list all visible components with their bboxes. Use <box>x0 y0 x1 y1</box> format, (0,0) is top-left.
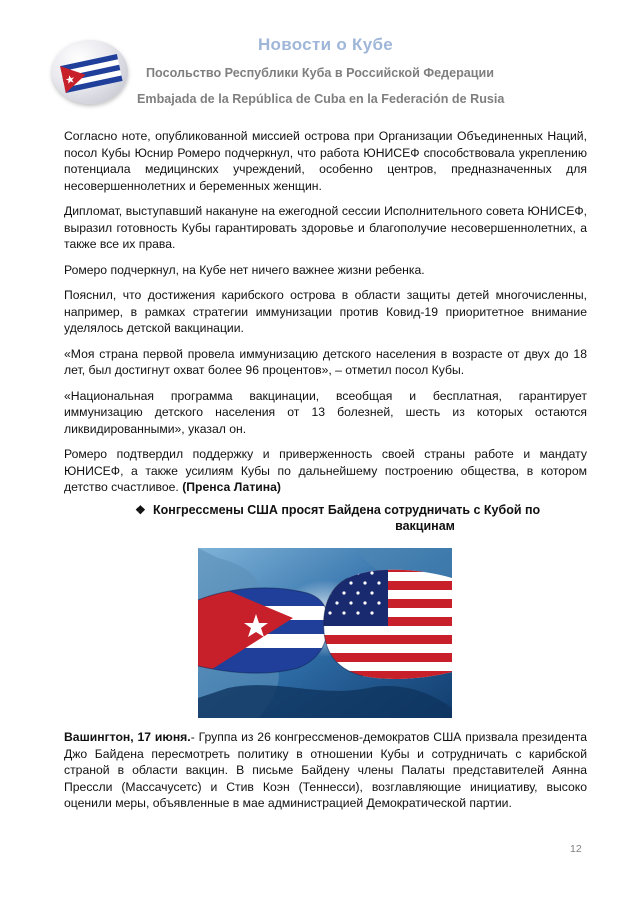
headline-line-2: вакцинам <box>395 519 455 533</box>
article-paragraph: Согласно ноте, опубликованной миссией острова при Организации Объединенных Наций, посол Кубы Юснир Ромеро подчеркнул, что работа ЮНИСЕФ способствовала укреплению потенциала медицинских учреждений, особенно центров, предназначенных для несовершеннолетних и беременных женщин. <box>64 129 587 193</box>
article-unicef <box>64 128 587 505</box>
article-last-paragraph <box>64 446 587 496</box>
article-paragraph: «Национальная программа вакцинации, всеобщая и бесплатная, гарантирует иммунизацию детского населения от 13 болезней, шесть из которых остаются ликвидированными», указал он. <box>64 388 587 436</box>
dateline: Вашингтон, 17 июня. <box>64 730 191 744</box>
page-number: 12 <box>570 843 582 855</box>
cuba-usa-fists-photo <box>198 548 452 718</box>
article-congress <box>64 729 587 812</box>
article-paragraph: Пояснил, что достижения карибского острова в области защиты детей многочисленны, например, в рамках стратегии иммунизации против Ковид-19 приоритетное внимание уделялось детской вакцинации. <box>64 288 587 335</box>
diamond-bullet-icon: ❖ <box>135 503 146 517</box>
article-body <box>64 729 587 812</box>
page-header <box>0 0 631 120</box>
news-source: (Пренса Латина) <box>182 480 281 494</box>
headline-line-1: Конгрессмены США просят Байдена сотрудничать с Кубой по <box>153 503 541 517</box>
article-paragraph: Ромеро подчеркнул, на Кубе нет ничего важнее жизни ребенка. <box>64 262 425 277</box>
embassy-name-russian: Посольство Республики Куба в Российской Федерации <box>146 66 494 80</box>
article-paragraph: Дипломат, выступавший накануне на ежегодной сессии Исполнительного совета ЮНИСЕФ, выразил готовность Кубы гарантировать здоровье и благополучие несовершеннолетних, а также все их права. <box>64 204 587 251</box>
article-paragraph: «Моя страна первой провела иммунизацию детского населения в возрасте от двух до 18 лет, был достигнут охват более 96 процентов», – отметил посол Кубы. <box>64 346 587 377</box>
embassy-name-spanish: Embajada de la República de Cuba en la Federación de Rusia <box>137 92 505 106</box>
article-body-text: - Группа из 26 конгрессменов-демократов США призвала президента Джо Байдена пересмотреть политику в отношении Кубы и сотрудничать с карибской страной в области вакцин. В письме Байдену члены Палаты представителей Аянна Прессли (Массачусетс) и Стив Коэн (Теннесси), возглавляющие инициативу, высоко оценили меры, объявленные в мае администрацией Демократической партии. <box>64 730 587 811</box>
article-last-text: Ромеро подтвердил поддержку и приверженность своей страны работе и мандату ЮНИСЕФ, а также усилиям Кубы по дальнейшему построению общества, в котором детство счастливое. <box>64 447 587 494</box>
publication-title: Новости о Кубе <box>257 35 394 54</box>
